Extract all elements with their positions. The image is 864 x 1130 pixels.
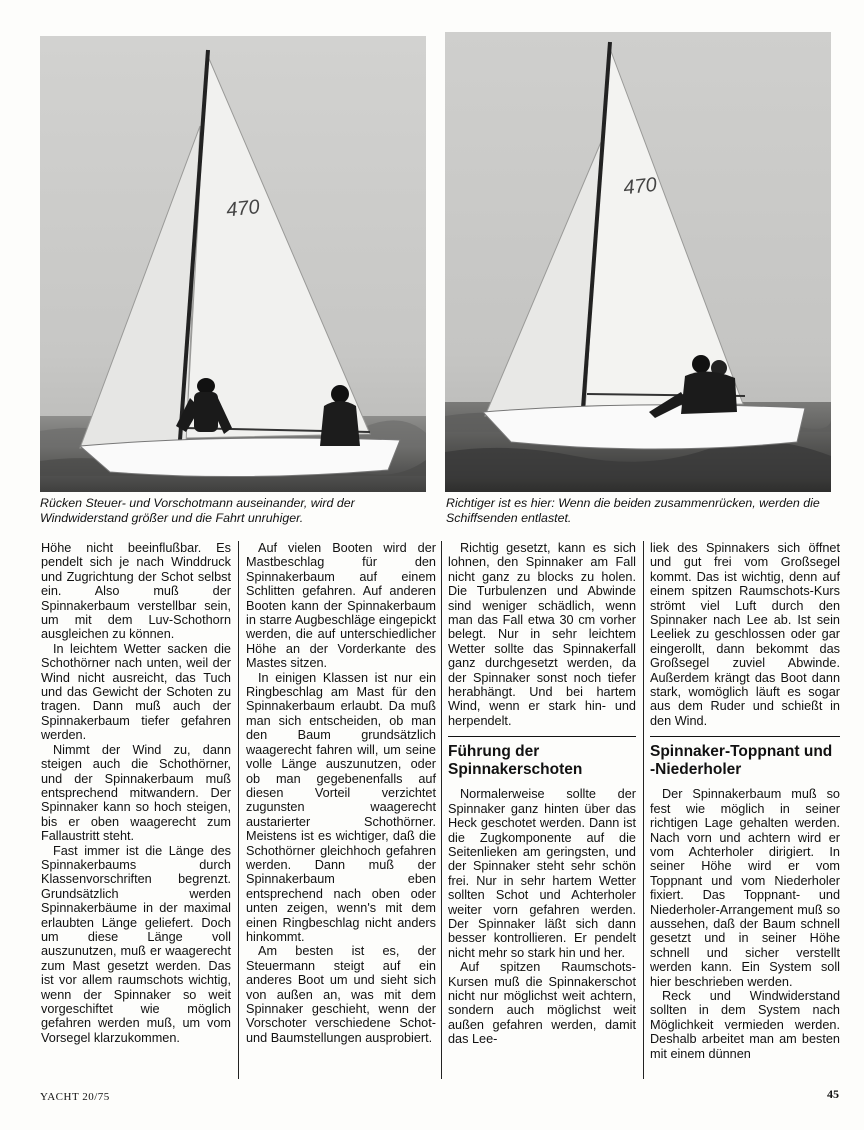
- text-column-4: [650, 541, 840, 1061]
- paragraph: Richtig gesetzt, kann es sich lohnen, den Spinnaker am Fall nicht ganz zu blocks zu holen. Die Turbulenzen und Abwinde sind weniger schädlich, wenn man das Fall etwa 30 cm vorher belegt. Nur in sehr leichtem Wetter sollte das Spinnakerfall ganz durchgesetzt werden, da der Spinnaker sonst noch tiefer herabhängt. Und bei hartem Wind, wenn er stark hin- und herpendelt.: [448, 541, 636, 728]
- paragraph: Auf spitzen Raumschots-Kursen muß die Spinnakerschot nicht nur möglichst weit achtern, sondern auch möglichst weit außen gefahren werden, damit das Lee-: [448, 960, 636, 1047]
- paragraph: Normalerweise sollte der Spinnaker ganz hinten über das Heck geschotet werden. Dann ist die Zugkomponente auf die Seitenlieken am geringsten, und der Spinnaker steht sehr schön frei. Nur in sehr hartem Wetter sollten Schot und Achterholer weiter vorn gefahren werden. Der Spinnaker läßt sich dann besser kontrollieren. Er pendelt nicht mehr so stark hin und her.: [448, 787, 636, 960]
- paragraph: Der Spinnakerbaum muß so fest wie möglich in seiner richtigen Lage gehalten werden. Nach vorn und achtern wird er vom Achterholer dirigiert. In seiner Höhe wird er vom Toppnant und vom Niederholer fixiert. Das Toppnant- und Niederholer-Arrangement muß so aussehen, daß der Baum schnell gesetzt und in seiner Höhe schnell und sicher verstellt werden kann. Ein System soll hier beschrieben werden.: [650, 787, 840, 989]
- text-column-3: [448, 541, 636, 1047]
- text-column-2: [246, 541, 436, 1045]
- paragraph: Am besten ist es, der Steuermann steigt auf ein anderes Boot um und sieht sich von außen an, was mit dem Spinnaker geschieht, wenn der Vorschoter verschiedene Schot- und Baumstellungen ausprobiert.: [246, 944, 436, 1045]
- dinghy-photo-right-image: [445, 32, 831, 492]
- paragraph: Nimmt der Wind zu, dann steigen auch die Schothörner, und der Spinnakerbaum muß entsprechend mitwandern. Der Spinnaker kann so hoch steigen, bis er oben waagerecht zum Fallaustritt steht.: [41, 742, 231, 844]
- sail-number: 470: [225, 196, 261, 222]
- photo-dinghy-crew-together: [445, 32, 831, 492]
- column-divider: [643, 541, 644, 1079]
- paragraph: In einigen Klassen ist nur ein Ringbeschlag am Mast für den Spinnakerbaum erlaubt. Da muß man sich entscheiden, ob man den Baum grundsätzlich waagerecht fahren will, um seine volle Länge auszunutzen, oder ob man gegebenenfalls auf diesen Vorteil verzichtet zugunsten waagerecht austarierter Schothörner. Meistens ist es wichtiger, daß die Schothörner gleichhoch gefahren werden. Dann muß der Spinnakerbaum eben entsprechend nach oben oder unten zeigen, wenn's mit dem einen Ringbeschlag nicht anders hinkommt.: [246, 670, 436, 944]
- paragraph: Auf vielen Booten wird der Mastbeschlag für den Spinnakerbaum auf einem Schlitten gefahren. Auf anderen Booten kann der Spinnakerbaum in starre Augbeschläge eingepickt werden, die auf unterschiedlicher Höhe an der Vorderkante des Mastes sitzen.: [246, 541, 436, 671]
- column-divider: [238, 541, 239, 1079]
- paragraph: Fast immer ist die Länge des Spinnakerbaums durch Klassenvorschriften begrenzt. Grundsätzlich werden Spinnakerbäume in der maximal erlaubten Länge geliefert. Doch um diese Länge voll auszunutzen, muß er waagerecht zum Mast gesetzt werden. Das ist vor allem raumschots wichtig, wenn der Spinnaker so weit vorgeschiftet wie möglich gefahren werden muß, um vom Vorsegel klarzukommen.: [41, 843, 231, 1045]
- paragraph: Höhe nicht beeinflußbar. Es pendelt sich je nach Winddruck und Zugrichtung der Schot selbst ein. Also muß der Spinnakerbaum verstellbar sein, um mit dem Luv-Schothorn ausgleichen zu können.: [41, 541, 231, 642]
- paragraph: Reck und Windwiderstand sollten in dem System nach Möglichkeit vermieden werden. Deshalb arbeitet man am besten mit einem dünnen: [650, 988, 840, 1061]
- section-heading-toppnant-niederholer: Spinnaker-Toppnant und -Niederholer: [650, 736, 840, 779]
- column-divider: [441, 541, 442, 1079]
- paragraph: In leichtem Wetter sacken die Schothörner nach unten, weil der Wind nicht ausreicht, das Tuch und das Gewicht der Schoten zu tragen. Dann muß auch der Spinnakerbaum tiefer gefahren werden.: [41, 641, 231, 743]
- dinghy-photo-left-image: [40, 36, 426, 492]
- page-number: 45: [827, 1087, 839, 1101]
- photo-caption-right: Richtiger ist es hier: Wenn die beiden zusammenrücken, werden die Schiffsenden entlastet.: [446, 496, 820, 525]
- sail-number: 470: [622, 173, 658, 200]
- photo-dinghy-crew-apart: [40, 36, 426, 492]
- text-column-1: [41, 541, 231, 1045]
- paragraph: liek des Spinnakers sich öffnet und gut frei vom Großsegel kommt. Das ist wichtig, denn auf einem spitzen Raumschots-Kurs strömt viel Luft durch den Spinnaker nach Lee ab. Ist sein Leeliek zu geschlossen oder gar eingerollt, dann bekommt das Großsegel zuviel Abwinde. Außerdem krängt das Boot dann stark, womöglich läuft es sogar aus dem Ruder und schießt in den Wind.: [650, 541, 840, 728]
- publication-issue: YACHT 20/75: [40, 1091, 110, 1103]
- photo-caption-left: Rücken Steuer- und Vorschotmann auseinander, wird der Windwiderstand größer und die Fahrt unruhiger.: [40, 496, 355, 525]
- section-heading-spinnakerschoten: Führung der Spinnakerschoten: [448, 736, 636, 779]
